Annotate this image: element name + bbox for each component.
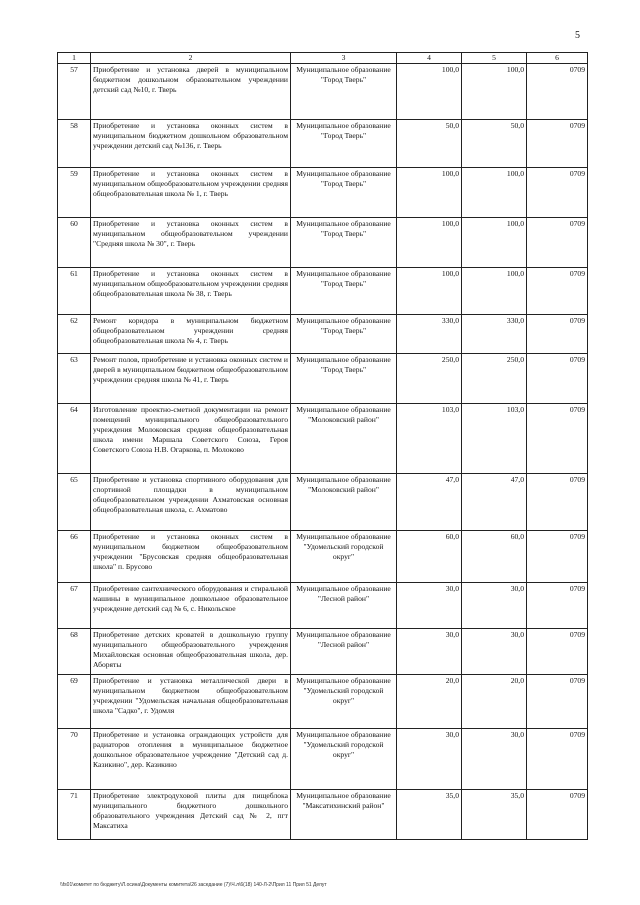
row-description: Изготовление проектно-сметной документации на ремонт помещений муниципального общеобразовательного учреждения Молоковская средняя общеобразовательная школа имени Маршала Советского Союза, Героя Советского Союза Н.В. Огаркова, п. Молоково <box>91 404 291 474</box>
row-amount-col5: 30,0 <box>462 583 527 629</box>
row-code: 0709 <box>527 218 588 268</box>
table-row <box>58 64 588 120</box>
row-municipality: Муниципальное образование "Удомельский городской округ" <box>291 531 397 583</box>
row-number: 58 <box>58 120 91 168</box>
row-code: 0709 <box>527 675 588 729</box>
row-number: 67 <box>58 583 91 629</box>
row-municipality: Муниципальное образование "Город Тверь" <box>291 120 397 168</box>
row-number: 64 <box>58 404 91 474</box>
row-number: 61 <box>58 268 91 315</box>
row-code: 0709 <box>527 531 588 583</box>
header-col-3: 3 <box>291 53 397 64</box>
header-col-5: 5 <box>462 53 527 64</box>
row-amount-col5: 103,0 <box>462 404 527 474</box>
row-amount-col5: 50,0 <box>462 120 527 168</box>
row-code: 0709 <box>527 168 588 218</box>
row-amount-col4: 30,0 <box>397 583 462 629</box>
table-row <box>58 268 588 315</box>
row-amount-col5: 330,0 <box>462 315 527 354</box>
row-description: Приобретение и установка оконных систем в муниципальном общеобразовательном учреждении средняя общеобразовательная школа № 38, г. Тверь <box>91 268 291 315</box>
row-number: 70 <box>58 729 91 790</box>
table-row <box>58 474 588 531</box>
row-amount-col4: 100,0 <box>397 64 462 120</box>
row-code: 0709 <box>527 354 588 404</box>
table-row <box>58 354 588 404</box>
row-number: 69 <box>58 675 91 729</box>
row-municipality: Муниципальное образование "Молоковский район" <box>291 404 397 474</box>
row-municipality: Муниципальное образование "Город Тверь" <box>291 218 397 268</box>
row-code: 0709 <box>527 474 588 531</box>
row-number: 65 <box>58 474 91 531</box>
row-municipality: Муниципальное образование "Город Тверь" <box>291 168 397 218</box>
file-path-footer: \\fs01\комитет по бюджету\Л.осина\Документы комитета\26 заседание (7)\Ч.л\6(18) 140-Л-2\Прил 11 Прил 51 Депут <box>60 882 327 888</box>
row-municipality: Муниципальное образование "Город Тверь" <box>291 64 397 120</box>
table-row <box>58 218 588 268</box>
row-description: Ремонт полов, приобретение и установка оконных систем и дверей в муниципальном бюджетном общеобразовательном учреждении средняя школа № 41, г. Тверь <box>91 354 291 404</box>
row-amount-col4: 60,0 <box>397 531 462 583</box>
row-description: Приобретение и установка оконных систем в муниципальном общеобразовательном учреждении средняя общеобразовательная школа № 1, г. Тверь <box>91 168 291 218</box>
row-code: 0709 <box>527 404 588 474</box>
row-municipality: Муниципальное образование "Город Тверь" <box>291 315 397 354</box>
row-code: 0709 <box>527 120 588 168</box>
row-description: Приобретение и установка оконных систем в муниципальном бюджетном общеобразовательном учреждении "Брусовская средняя общеобразовательная школа" п. Брусово <box>91 531 291 583</box>
row-amount-col4: 47,0 <box>397 474 462 531</box>
header-col-6: 6 <box>527 53 588 64</box>
allocations-table <box>57 52 588 840</box>
page-number: 5 <box>575 30 580 41</box>
table-header-row <box>58 53 588 64</box>
table-row <box>58 120 588 168</box>
row-amount-col4: 30,0 <box>397 629 462 675</box>
row-amount-col5: 35,0 <box>462 790 527 840</box>
table-row <box>58 531 588 583</box>
table-row <box>58 168 588 218</box>
header-col-2: 2 <box>91 53 291 64</box>
table-row <box>58 790 588 840</box>
row-description: Ремонт коридора в муниципальном бюджетном общеобразовательном учреждении средняя общеобразовательная школа № 4, г. Тверь <box>91 315 291 354</box>
header-col-4: 4 <box>397 53 462 64</box>
row-amount-col5: 100,0 <box>462 268 527 315</box>
row-number: 62 <box>58 315 91 354</box>
row-amount-col4: 30,0 <box>397 729 462 790</box>
row-amount-col5: 20,0 <box>462 675 527 729</box>
row-amount-col4: 100,0 <box>397 268 462 315</box>
row-amount-col4: 103,0 <box>397 404 462 474</box>
row-description: Приобретение и установка металлической двери в муниципальном бюджетном общеобразовательном учреждении "Удомельская начальная общеобразовательная школа "Садко", г. Удомля <box>91 675 291 729</box>
header-col-1: 1 <box>58 53 91 64</box>
row-amount-col5: 47,0 <box>462 474 527 531</box>
row-number: 57 <box>58 64 91 120</box>
row-municipality: Муниципальное образование "Молоковский район" <box>291 474 397 531</box>
row-amount-col5: 100,0 <box>462 168 527 218</box>
row-description: Приобретение и установка ограждающих устройств для радиаторов отопления в муниципальное бюджетное дошкольное образовательное учреждение "Детский сад д. Казикино", дер. Казикино <box>91 729 291 790</box>
row-amount-col4: 330,0 <box>397 315 462 354</box>
row-description: Приобретение и установка оконных систем в муниципальном бюджетном дошкольном образовательном учреждении детский сад №136, г. Тверь <box>91 120 291 168</box>
row-amount-col5: 250,0 <box>462 354 527 404</box>
row-amount-col4: 100,0 <box>397 168 462 218</box>
row-description: Приобретение детских кроватей в дошкольную группу муниципального общеобразовательного учреждения Михайловская основная общеобразовательная школа, дер. Аборяты <box>91 629 291 675</box>
row-amount-col4: 35,0 <box>397 790 462 840</box>
row-amount-col5: 100,0 <box>462 218 527 268</box>
table-row <box>58 629 588 675</box>
row-description: Приобретение сантехнического оборудования и стиральной машины в муниципальное дошкольное образовательное учреждение детский сад № 6, с. Никольское <box>91 583 291 629</box>
row-municipality: Муниципальное образование "Удомельский городской округ" <box>291 675 397 729</box>
table-row <box>58 583 588 629</box>
row-municipality: Муниципальное образование "Лесной район" <box>291 583 397 629</box>
row-number: 60 <box>58 218 91 268</box>
row-number: 59 <box>58 168 91 218</box>
row-code: 0709 <box>527 583 588 629</box>
row-amount-col5: 100,0 <box>462 64 527 120</box>
row-municipality: Муниципальное образование "Город Тверь" <box>291 354 397 404</box>
row-amount-col4: 20,0 <box>397 675 462 729</box>
row-code: 0709 <box>527 629 588 675</box>
row-code: 0709 <box>527 268 588 315</box>
row-municipality: Муниципальное образование "Удомельский городской округ" <box>291 729 397 790</box>
table-row <box>58 729 588 790</box>
row-municipality: Муниципальное образование "Город Тверь" <box>291 268 397 315</box>
table-row <box>58 315 588 354</box>
row-municipality: Муниципальное образование "Максатихинский район" <box>291 790 397 840</box>
row-description: Приобретение и установка спортивного оборудования для спортивной площадки в муниципальном общеобразовательном учреждении Ахматовская основная общеобразовательная школа, с. Ахматово <box>91 474 291 531</box>
row-code: 0709 <box>527 64 588 120</box>
row-number: 68 <box>58 629 91 675</box>
row-description: Приобретение и установка дверей в муниципальном бюджетном дошкольном образовательном учреждении детский сад №10, г. Тверь <box>91 64 291 120</box>
row-code: 0709 <box>527 729 588 790</box>
row-code: 0709 <box>527 790 588 840</box>
row-number: 71 <box>58 790 91 840</box>
row-amount-col5: 30,0 <box>462 729 527 790</box>
row-amount-col4: 100,0 <box>397 218 462 268</box>
row-description: Приобретение электродуховой плиты для пищеблока муниципального бюджетного дошкольного образовательного учреждения Детский сад № 2, пгт Максатиха <box>91 790 291 840</box>
row-amount-col5: 60,0 <box>462 531 527 583</box>
row-amount-col4: 250,0 <box>397 354 462 404</box>
row-number: 63 <box>58 354 91 404</box>
row-amount-col4: 50,0 <box>397 120 462 168</box>
row-description: Приобретение и установка оконных систем в муниципальном общеобразовательном учреждении "Средняя школа № 30", г. Тверь <box>91 218 291 268</box>
row-municipality: Муниципальное образование "Лесной район" <box>291 629 397 675</box>
table-row <box>58 675 588 729</box>
row-amount-col5: 30,0 <box>462 629 527 675</box>
row-code: 0709 <box>527 315 588 354</box>
row-number: 66 <box>58 531 91 583</box>
table-row <box>58 404 588 474</box>
